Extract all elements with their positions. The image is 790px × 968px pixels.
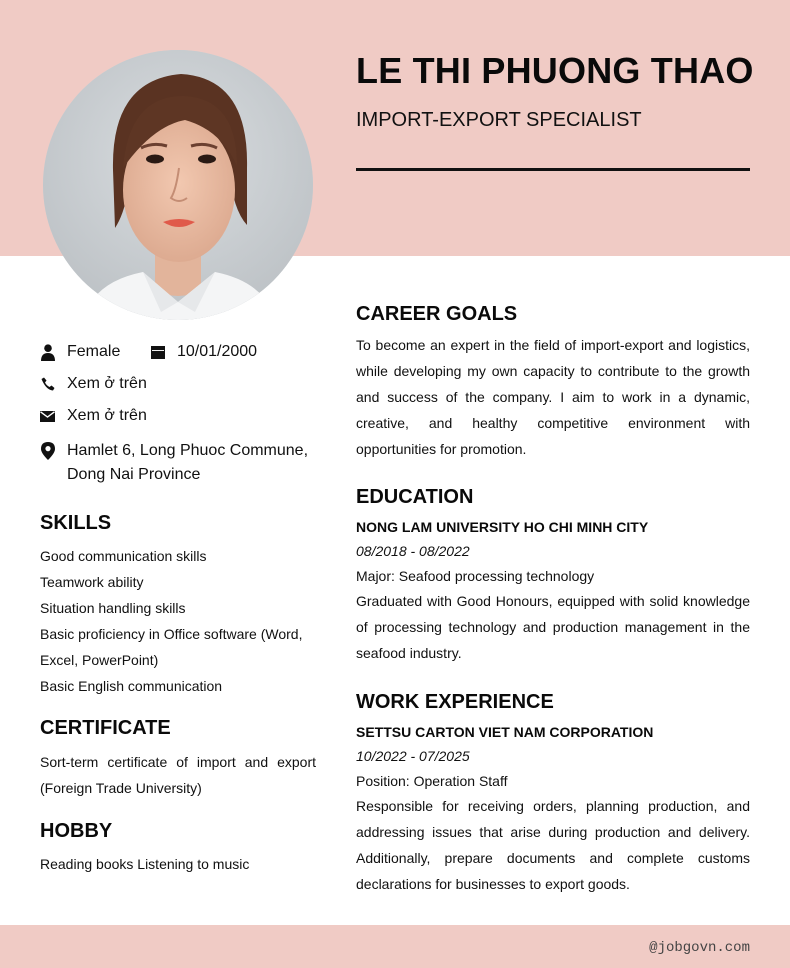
footer-watermark: @jobgovn.com xyxy=(649,940,750,956)
portrait-illustration xyxy=(43,50,313,320)
profile-photo xyxy=(43,50,313,320)
email-value: Xem ở trên xyxy=(67,407,147,424)
work-description: Responsible for receiving orders, planning production, and addressing issues that arise during production and delivery. Additionally, prepare documents and complete customs declarations for businesses to export goods. xyxy=(356,798,750,892)
company-name: SETTSU CARTON VIET NAM CORPORATION xyxy=(356,724,654,740)
skill-item: Basic proficiency in Office software (Word, Excel, PowerPoint) xyxy=(40,626,303,668)
career-goals-heading: CAREER GOALS xyxy=(356,303,518,325)
calendar-icon xyxy=(150,343,165,361)
phone-value: Xem ở trên xyxy=(67,375,147,392)
skill-item: Situation handling skills xyxy=(40,600,186,616)
address-line-1: Hamlet 6, Long Phuoc Commune, xyxy=(67,442,309,459)
hobby-text: Reading books Listening to music xyxy=(40,856,250,872)
education-heading: EDUCATION xyxy=(356,486,474,508)
education-dates: 08/2018 - 08/2022 xyxy=(356,543,470,559)
work-experience-heading: WORK EXPERIENCE xyxy=(356,691,554,713)
education-description: Graduated with Good Honours, equipped with solid knowledge of processing technology and production management in the seafood industry. xyxy=(356,593,750,661)
gender-value: Female xyxy=(67,343,121,360)
title-divider xyxy=(356,168,750,171)
mail-icon xyxy=(40,407,55,425)
work-dates: 10/2022 - 07/2025 xyxy=(356,748,470,764)
certificate-heading: CERTIFICATE xyxy=(40,717,171,739)
job-title: IMPORT-EXPORT SPECIALIST xyxy=(356,109,642,131)
address-line-2: Dong Nai Province xyxy=(67,466,201,483)
location-pin-icon xyxy=(40,439,55,463)
email-row xyxy=(40,407,147,425)
birthdate-row xyxy=(150,343,257,361)
skill-item: Good communication skills xyxy=(40,548,207,564)
address-row xyxy=(40,439,308,487)
address-text xyxy=(67,439,308,487)
school-name: NONG LAM UNIVERSITY HO CHI MINH CITY xyxy=(356,519,649,535)
work-position: Position: Operation Staff xyxy=(356,773,508,789)
education-major: Major: Seafood processing technology xyxy=(356,568,595,584)
skills-list xyxy=(40,543,316,699)
hobby-heading: HOBBY xyxy=(40,820,113,842)
phone-row xyxy=(40,375,147,393)
education-block xyxy=(356,519,750,666)
candidate-name: LE THI PHUONG THAO xyxy=(356,50,754,91)
gender-row xyxy=(40,343,120,361)
phone-icon xyxy=(40,375,55,393)
certificate-text: Sort-term certificate of import and export (Foreign Trade University) xyxy=(40,754,316,796)
person-icon xyxy=(40,343,55,361)
skill-item: Basic English communication xyxy=(40,678,223,694)
work-experience-block xyxy=(356,724,750,897)
birthdate-value: 10/01/2000 xyxy=(177,343,258,360)
skills-heading: SKILLS xyxy=(40,512,112,534)
career-goals-text: To become an expert in the field of import-export and logistics, while developing my own capacity to contribute to the growth and success of the company. I aim to work in a dynamic, creative, and healthy competitive environment with opportunities for promotion. xyxy=(356,337,750,457)
skill-item: Teamwork ability xyxy=(40,574,144,590)
